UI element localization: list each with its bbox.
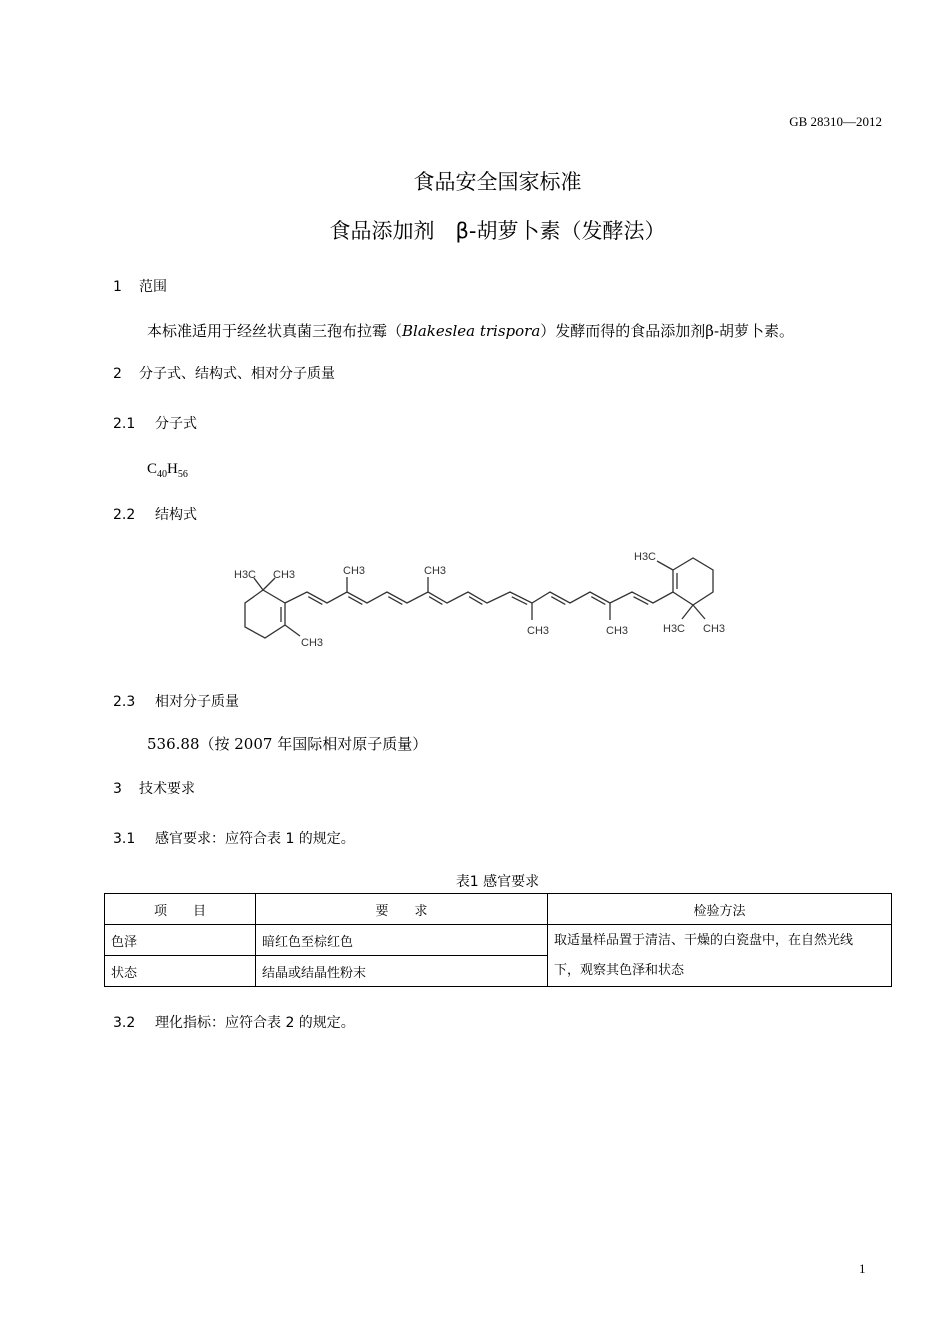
section-number: 3 (113, 781, 122, 797)
cell-requirement: 暗红色至棕红色 (256, 925, 548, 956)
label-ch3: CH3 (527, 625, 550, 637)
page-number: 1 (859, 1261, 866, 1276)
method-line-1: 取适量样品置于清洁、干燥的白瓷盘中，在自然光线 (554, 932, 854, 948)
section-number: 2.3 (113, 694, 136, 710)
section-number: 2 (113, 366, 122, 382)
section-number: 3.1 (113, 831, 136, 847)
section-3-2-heading (113, 1012, 355, 1032)
section-3-1-heading (113, 828, 355, 848)
label-h3c: H3C (634, 551, 657, 563)
double-bond-line (429, 597, 442, 605)
section-title: 范围 (139, 279, 167, 295)
label-h3c: H3C (663, 623, 686, 635)
formula-c: C (147, 461, 158, 477)
label-ch3: CH3 (301, 637, 324, 649)
section-number: 2.1 (113, 416, 136, 432)
label-ch3: CH3 (273, 569, 296, 581)
cell-requirement: 结晶或结晶性粉末 (256, 956, 548, 987)
table-caption: 表1 感官要求 (455, 874, 540, 890)
scope-text: 本标准适用于经丝状真菌三孢布拉霉（ (147, 322, 403, 340)
formula-h: H (167, 461, 178, 477)
cell-item: 状态 (105, 956, 256, 987)
section-title: 分子式 (155, 416, 197, 432)
label-ch3: CH3 (424, 565, 447, 577)
formula-h-sub: 56 (177, 469, 188, 480)
section-title: 相对分子质量 (155, 694, 239, 710)
label-ch3: CH3 (606, 625, 629, 637)
double-bond-line (308, 597, 322, 605)
table-header-row (105, 894, 892, 925)
species-name: Blakeslea trispora (402, 322, 541, 340)
double-bond-line (591, 597, 605, 605)
section-2-3-heading (113, 691, 239, 711)
cell-method (548, 925, 892, 987)
double-bond-line (551, 597, 565, 605)
method-line-2: 下，观察其色泽和状态 (554, 962, 685, 978)
section-title: 感官要求：应符合表 1 的规定。 (155, 831, 355, 847)
table-row (105, 925, 892, 956)
label-ch3: CH3 (703, 623, 726, 635)
header-requirement: 要 求 (256, 894, 548, 925)
header-item: 项 目 (105, 894, 256, 925)
section-title: 技术要求 (139, 781, 195, 797)
page-subtitle: 食品添加剂 β-胡萝卜素（发酵法） (329, 219, 666, 243)
section-title: 结构式 (155, 507, 197, 523)
formula-c-sub: 40 (157, 469, 168, 480)
cell-item: 色泽 (105, 925, 256, 956)
double-bond-line (512, 597, 527, 605)
section-number: 2.2 (113, 507, 136, 523)
molecular-mass: 536.88（按 2007 年国际相对原子质量） (147, 735, 428, 753)
section-number: 1 (113, 279, 122, 295)
section-title: 理化指标：应符合表 2 的规定。 (155, 1015, 355, 1031)
section-3-heading (113, 778, 195, 798)
section-number: 3.2 (113, 1015, 136, 1031)
header-method: 检验方法 (548, 894, 892, 925)
double-bond-line (388, 597, 402, 605)
standard-number: GB 28310—2012 (789, 114, 882, 129)
double-bond-line (348, 597, 362, 605)
sensory-requirements-table (104, 893, 892, 987)
double-bond-line (634, 597, 649, 605)
section-title: 分子式、结构式、相对分子质量 (139, 366, 335, 382)
double-bond-line (469, 597, 482, 605)
label-h3c: H3C (234, 569, 257, 581)
label-ch3: CH3 (343, 565, 366, 577)
scope-text-end: ）发酵而得的食品添加剂β-胡萝卜素。 (540, 322, 795, 340)
page-title: 食品安全国家标准 (413, 170, 582, 194)
